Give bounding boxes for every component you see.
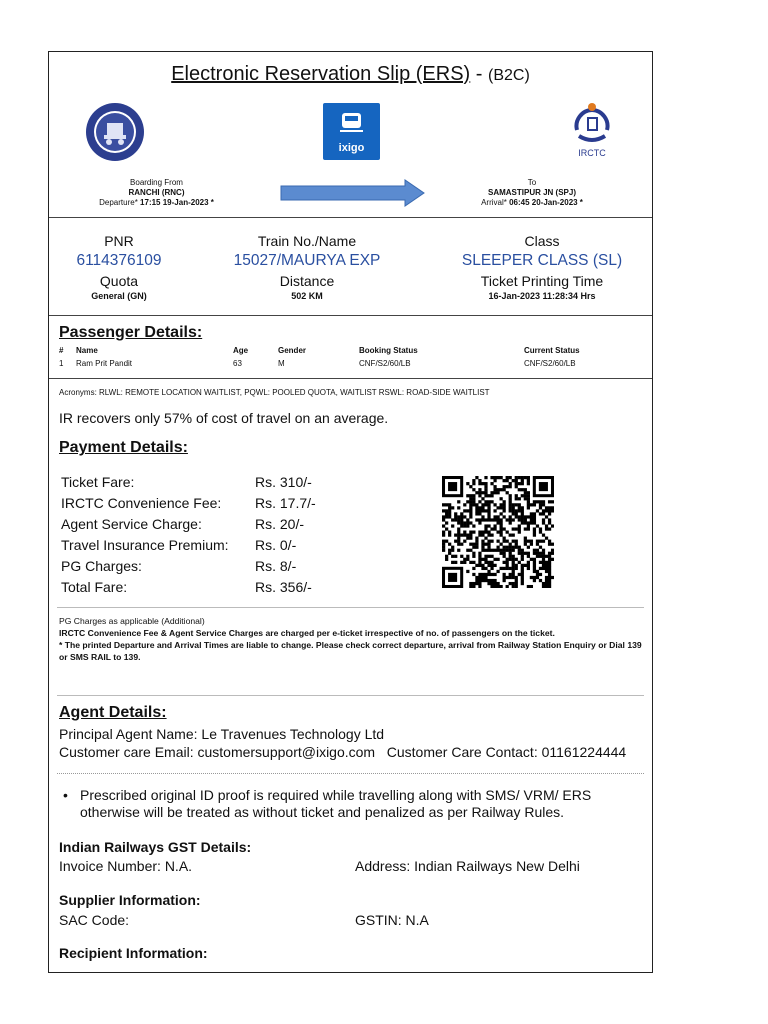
ixigo-logo [323,103,380,160]
distance-value: 502 KM [291,291,323,301]
sac-code: SAC Code: [59,912,130,928]
arrival-value: 06:45 20-Jan-2023 * [509,198,583,207]
acronyms: Acronyms: RLWL: REMOTE LOCATION WAITLIST, PQWL: POOLED QUOTA, WAITLIST RSWL: ROAD-SIDE WAITLIST [59,388,490,397]
row-current-status: CNF/S2/60/LB [524,359,576,368]
id-note: Prescribed original ID proof is required while travelling along with SMS/ VRM/ ERS otherwise will be treated as without ticket and penalized as per Railway Rules. [80,787,592,820]
train-value: 15027/MAURYA EXP [233,252,381,269]
invoice-number: Invoice Number: N.A. [59,858,193,874]
list-item [61,474,351,495]
train-icon [323,103,380,143]
divider [57,607,644,608]
irctc-logo [567,100,617,162]
gst-heading: Indian Railways GST Details: [59,839,252,855]
times-note: * The printed Departure and Arrival Times are liable to change. Please check correct departure, arrival from Railway Station Enquiry or Dial 139 or SMS RAIL to 139. [59,640,642,662]
distance-label: Distance [279,273,335,289]
list-item [61,579,351,600]
list-item [61,516,351,537]
quota-label: Quota [99,273,139,289]
divider [49,217,652,218]
payment-heading: Payment Details: [59,439,188,456]
quota-value: General (GN) [91,291,147,301]
divider [49,378,652,379]
fee-value: Rs. 17.7/- [255,495,316,511]
irctc-icon [567,100,617,146]
agent-name: Principal Agent Name: Le Travenues Technology Ltd [59,726,385,742]
title-sub: (B2C) [488,67,530,84]
class-label: Class [524,233,560,249]
qr-code-icon [442,476,554,588]
pg-value: Rs. 8/- [255,558,297,574]
bullet-icon: • [63,787,68,803]
row-num: 1 [59,359,64,368]
ixigo-label: ixigo [338,142,365,154]
pnr-value: 6114376109 [76,252,162,269]
departure-label: Departure* [99,198,141,207]
row-age: 63 [233,359,242,368]
print-time-value: 16-Jan-2023 11:28:34 Hrs [488,291,596,301]
pg-label: PG Charges: [61,558,142,574]
agent-contact-line [59,744,626,761]
destination-block [447,178,617,208]
ir-note: IR recovers only 57% of cost of travel on an average. [59,410,389,426]
agent-charge-value: Rs. 20/- [255,516,305,532]
row-gender: M [278,359,285,368]
list-item [61,558,351,579]
pnr-label: PNR [104,233,134,249]
supplier-heading: Supplier Information: [59,892,201,908]
recipient-heading: Recipient Information: [59,945,208,961]
indian-railways-logo-icon [85,102,145,162]
divider [49,315,652,316]
arrival-line [447,198,617,208]
notes-block [59,615,647,663]
departure-value: 17:15 19-Jan-2023 * [140,198,214,207]
insurance-value: Rs. 0/- [255,537,297,553]
passenger-heading: Passenger Details: [59,324,203,341]
total-value: Rs. 356/- [255,579,312,595]
insurance-label: Travel Insurance Premium: [61,537,229,553]
fare-label: Ticket Fare: [61,474,135,490]
row-booking-status: CNF/S2/60/LB [359,359,411,368]
pg-note: PG Charges as applicable (Additional) [59,616,205,626]
boarding-block [74,178,239,208]
col-current-status: Current Status [524,346,580,355]
train-label: Train No./Name [257,233,357,249]
list-item [61,537,351,558]
departure-line [74,198,239,208]
address: Address: Indian Railways New Delhi [355,858,580,874]
title-text: Electronic Reservation Slip (ERS) [171,63,471,85]
payment-list [61,474,351,600]
agent-phone: Customer Care Contact: 01161224444 [386,744,627,760]
irctc-label: IRCTC [578,148,606,158]
fee-label: IRCTC Convenience Fee: [61,495,222,511]
list-item [61,495,351,516]
total-label: Total Fare: [61,579,128,595]
col-booking-status: Booking Status [359,346,418,355]
divider [57,773,644,774]
row-name: Ram Prit Pandit [76,359,133,368]
boarding-station: RANCHI (RNC) [128,188,185,197]
gstin: GSTIN: N.A [355,912,429,928]
class-value: SLEEPER CLASS (SL) [461,252,623,269]
col-num: # [59,346,64,355]
to-label: To [527,178,537,187]
agent-charge-label: Agent Service Charge: [61,516,202,532]
col-age: Age [233,346,249,355]
col-name: Name [76,346,98,355]
arrow-icon [280,179,425,207]
print-time-label: Ticket Printing Time [480,273,604,289]
col-gender: Gender [278,346,307,355]
fare-value: Rs. 310/- [255,474,312,490]
agent-email: Customer care Email: customersupport@ixigo.com [59,744,376,760]
arrival-label: Arrival* [481,198,510,207]
title-dash: - [470,63,488,85]
boarding-label: Boarding From [130,178,183,187]
slip-title [49,63,652,86]
to-station: SAMASTIPUR JN (SPJ) [487,188,576,197]
agent-heading: Agent Details: [59,704,167,721]
divider [57,695,644,696]
ers-slip [48,51,653,973]
fee-note: IRCTC Convenience Fee & Agent Service Charges are charged per e-ticket irrespective of no. of passengers on the ticket. [59,628,555,638]
